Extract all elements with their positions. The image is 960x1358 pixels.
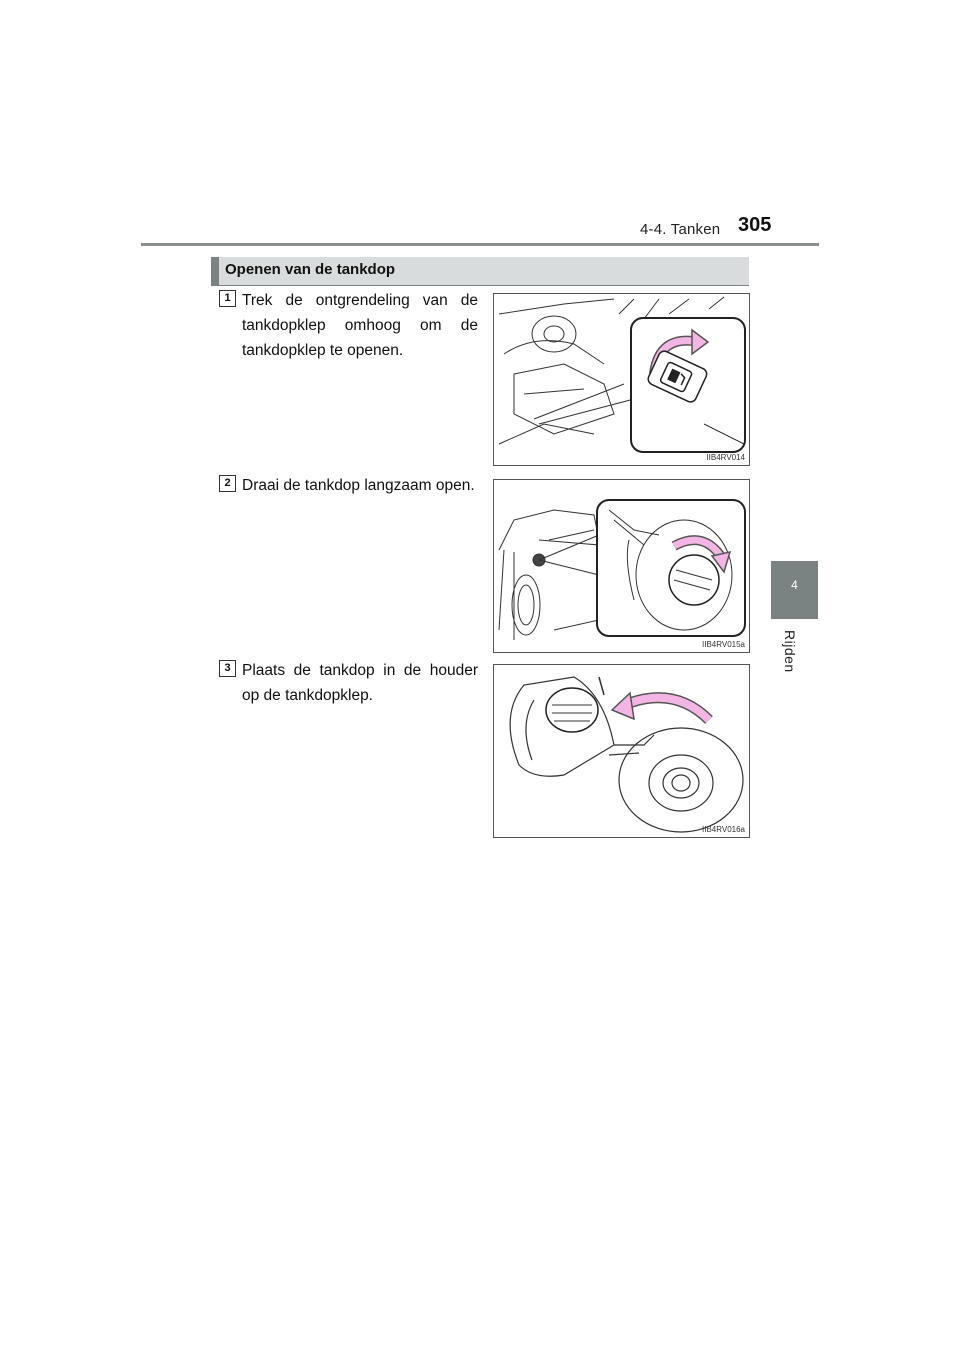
fuel-cap-icon	[546, 688, 598, 732]
running-header-section: 4-4. Tanken	[640, 221, 721, 238]
step-number-3: 3	[219, 660, 236, 677]
fuel-door-illustration	[494, 665, 749, 837]
page-number: 305	[738, 214, 772, 236]
figure-code-1: IIB4RV014	[706, 453, 745, 462]
place-arrow-icon	[624, 698, 709, 720]
section-title: Openen van de tankdop	[225, 261, 396, 278]
filler-neck-outline	[619, 728, 743, 832]
interior-illustration	[494, 294, 749, 465]
header-rule	[141, 243, 819, 246]
figure-place-cap-in-holder	[493, 664, 750, 838]
car-rear-illustration	[494, 480, 749, 652]
step-number-1: 1	[219, 290, 236, 307]
figure-unscrew-fuel-cap	[493, 479, 750, 653]
step-text-3: Plaats de tankdop in de houder op de tankdopklep.	[242, 662, 478, 704]
chapter-number: 4	[791, 578, 798, 592]
chapter-name: Rijden	[782, 630, 798, 673]
figure-fuel-door-release	[493, 293, 750, 466]
step-text-2: Draai de tankdop langzaam open.	[242, 477, 475, 494]
figure-code-3: IIB4RV016a	[702, 825, 745, 834]
figure-code-2: IIB4RV015a	[702, 640, 745, 649]
step-text-1: Trek de ontgrendeling van de tankdopklep omhoog om de tankdopklep te openen.	[242, 292, 478, 359]
section-underline	[211, 285, 749, 286]
step-number-2: 2	[219, 475, 236, 492]
